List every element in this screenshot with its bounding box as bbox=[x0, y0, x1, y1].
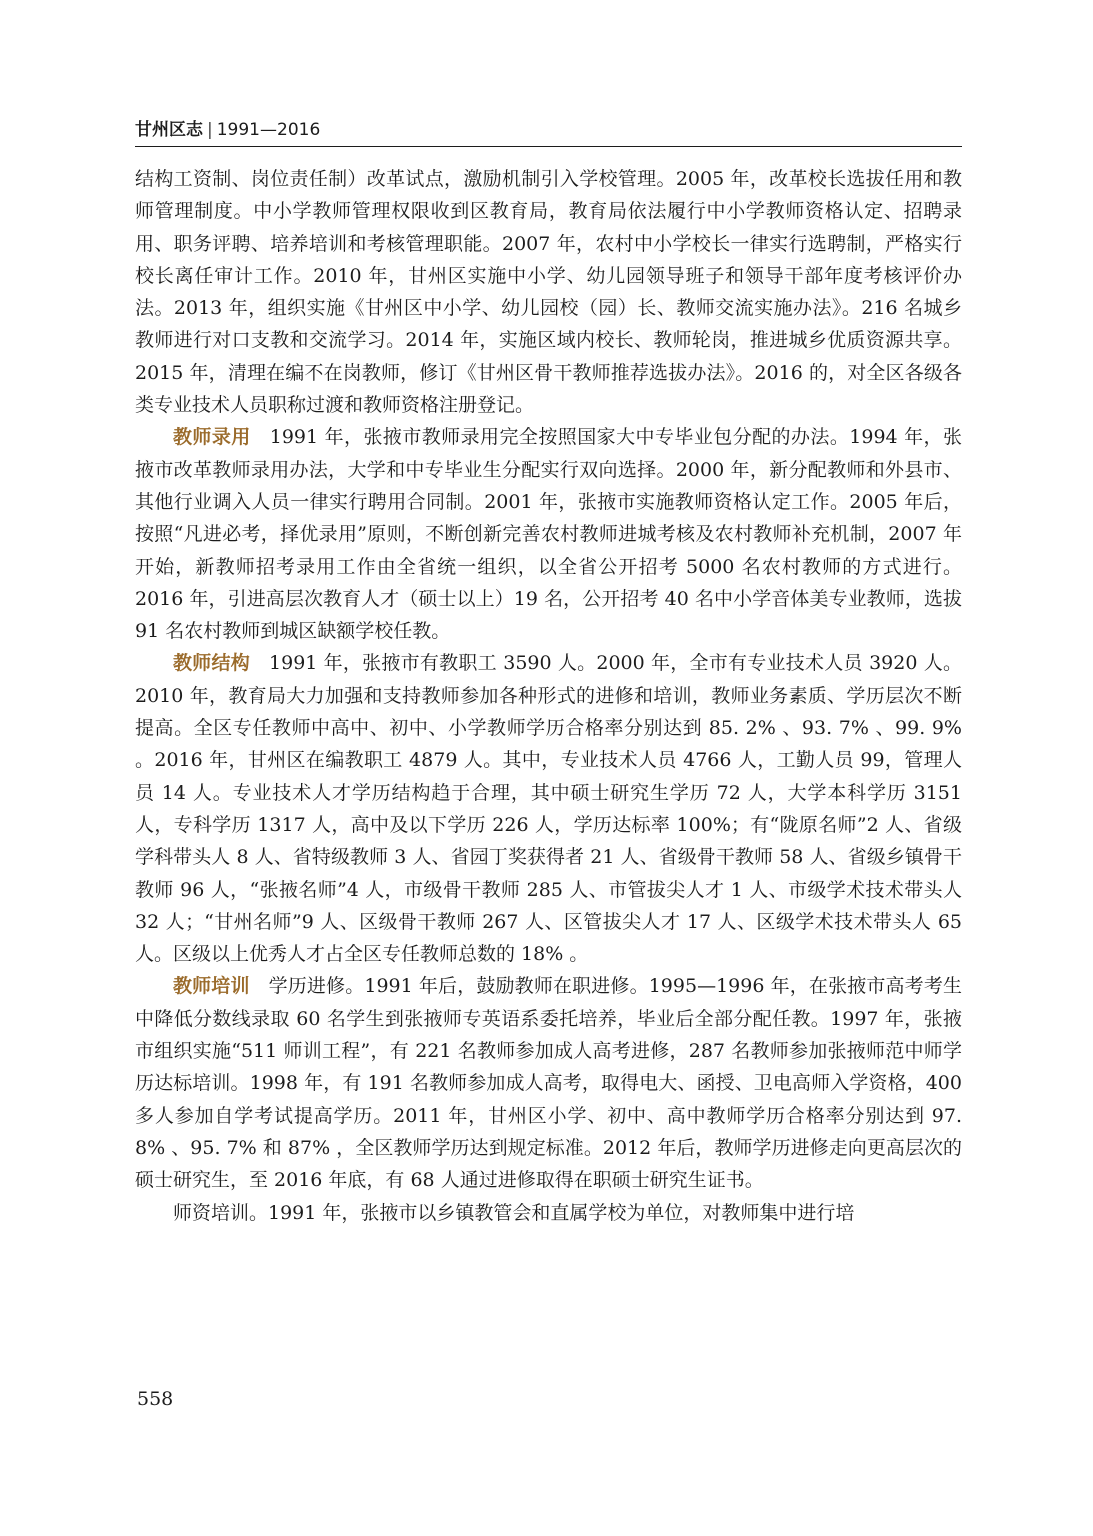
paragraph-teacher-structure bbox=[135, 647, 962, 970]
section-heading-training: 教师培训 bbox=[173, 975, 250, 998]
running-header bbox=[135, 118, 962, 147]
paragraph-text: 1991 年，张掖市有教职工 3590 人。2000 年，全市有专业技术人员 3920 人。2010 年，教育局大力加强和支持教师参加各种形式的进修和培训，教师业务素质、学历层次不断提高。全区专任教师中高中、初中、小学教师学历合格率分别达到 85. 2% 、93. 7% 、99. 9% 。2016 年，甘州区在编教职工 4879 人。其中，专业技术人员 4766 人，工勤人员 99，管理人员 14 人。专业技术人才学历结构趋于合理，其中硕士研究生学历 72 人，大学本科学历 3151 人，专科学历 1317 人，高中及以下学历 226 人，学历达标率 100%；有“陇原名师”2 人、省级学科带头人 8 人、省特级教师 3 人、省园丁奖获得者 21 人、省级骨干教师 58 人、省级乡镇骨干教师 96 人，“张掖名师”4 人，市级骨干教师 285 人、市管拔尖人才 1 人、市级学术技术带头人 32 人；“甘州名师”9 人、区级骨干教师 267 人、区管拔尖人才 17 人、区级学术技术带头人 65 人。区级以上优秀人才占全区专任教师总数的 18% 。 bbox=[135, 652, 962, 966]
paragraph-text: 师资培训。1991 年，张掖市以乡镇教管会和直属学校为单位，对教师集中进行培 bbox=[173, 1201, 855, 1224]
page-number: 558 bbox=[137, 1388, 174, 1410]
paragraph-staff-training bbox=[135, 1197, 962, 1229]
paragraph-teacher-training bbox=[135, 970, 962, 1196]
header-years: 1991—2016 bbox=[216, 120, 321, 140]
body-text bbox=[135, 163, 962, 1229]
paragraph-text: 学历进修。1991 年后，鼓励教师在职进修。1995—1996 年，在张掖市高考考生中降低分数线录取 60 名学生到张掖师专英语系委托培养，毕业后全部分配任教。1997 年，张掖市组织实施“511 师训工程”，有 221 名教师参加成人高考进修，287 名教师参加张掖师范中师学历达标培训。1998 年，有 191 名教师参加成人高考，取得电大、函授、卫电高师入学资格，400 多人参加自学考试提高学历。2011 年，甘州区小学、初中、高中教师学历合格率分别达到 97. 8% 、95. 7% 和 87% ，全区教师学历达到规定标准。2012 年后，教师学历进修走向更高层次的硕士研究生，至 2016 年底，有 68 人通过进修取得在职硕士研究生证书。 bbox=[135, 975, 962, 1192]
paragraph-continued bbox=[135, 163, 962, 421]
paragraph-text: 1991 年，张掖市教师录用完全按照国家大中专毕业包分配的办法。1994 年，张掖市改革教师录用办法，大学和中专毕业生分配实行双向选择。2000 年，新分配教师和外县市、其他行业调入人员一律实行聘用合同制。2001 年，张掖市实施教师资格认定工作。2005 年后，按照“凡进必考，择优录用”原则，不断创新完善农村教师进城考核及农村教师补充机制，2007 年开始，新教师招考录用工作由全省统一组织，以全省公开招考 5000 名农村教师的方式进行。2016 年，引进高层次教育人才（硕士以上）19 名，公开招考 40 名中小学音体美专业教师，选拔 91 名农村教师到城区缺额学校任教。 bbox=[135, 426, 962, 643]
section-heading-structure: 教师结构 bbox=[173, 652, 251, 675]
header-separator: | bbox=[207, 120, 213, 140]
paragraph-text: 结构工资制、岗位责任制）改革试点，激励机制引入学校管理。2005 年，改革校长选拔任用和教师管理制度。中小学教师管理权限收到区教育局，教育局依法履行中小学教师资格认定、招聘录用、职务评聘、培养培训和考核管理职能。2007 年，农村中小学校长一律实行选聘制，严格实行校长离任审计工作。2010 年，甘州区实施中小学、幼儿园领导班子和领导干部年度考核评价办法。2013 年，组织实施《甘州区中小学、幼儿园校（园）长、教师交流实施办法》。216 名城乡教师进行对口支教和交流学习。2014 年，实施区域内校长、教师轮岗，推进城乡优质资源共享。2015 年，清理在编不在岗教师，修订《甘州区骨干教师推荐选拔办法》。2016 的，对全区各级各类专业技术人员职称过渡和教师资格注册登记。 bbox=[135, 168, 962, 417]
paragraph-teacher-recruitment bbox=[135, 421, 962, 647]
section-heading-recruitment: 教师录用 bbox=[173, 426, 251, 449]
book-title: 甘州区志 bbox=[135, 120, 203, 140]
